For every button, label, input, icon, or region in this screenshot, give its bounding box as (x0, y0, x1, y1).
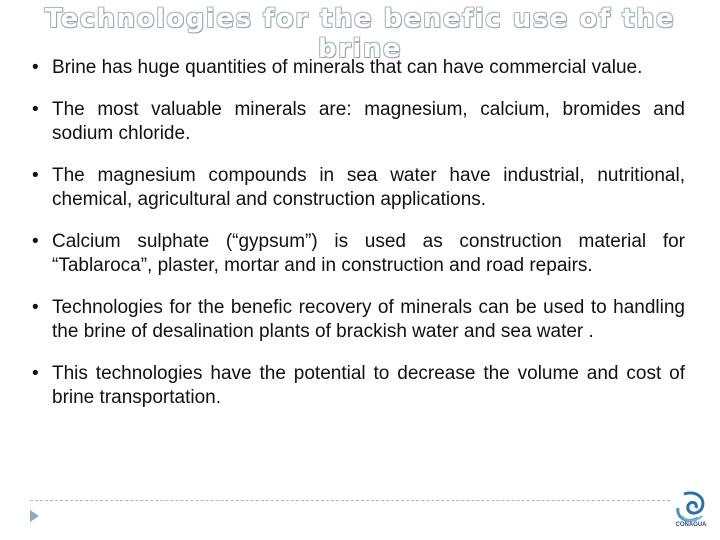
list-item (32, 98, 685, 146)
bullet-list (32, 56, 685, 428)
play-arrow-icon (30, 510, 39, 522)
slide-title: Technologies for the benefic use of the brine (44, 4, 676, 64)
list-item (32, 56, 685, 80)
bullet-icon: • (32, 165, 39, 186)
list-item (32, 164, 685, 212)
conagua-logo-icon (666, 488, 716, 536)
list-item (32, 296, 685, 344)
list-item (32, 230, 685, 278)
bullet-icon: • (32, 99, 39, 120)
bullet-text: Brine has huge quantities of minerals that can have commercial value. (52, 57, 643, 78)
bullet-text: Calcium sulphate (“gypsum”) is used as construction material for “Tablaroca”, plaster, mortar and in construction and road repairs. (52, 231, 685, 276)
bullet-text: Technologies for the benefic recovery of minerals can be used to handling the brine of desalination plants of brackish water and sea water . (52, 297, 685, 342)
footer-divider (30, 500, 670, 501)
list-item (32, 362, 685, 410)
bullet-icon: • (32, 231, 39, 252)
bullet-text: The most valuable minerals are: magnesium, calcium, bromides and sodium chloride. (52, 99, 685, 144)
bullet-icon: • (32, 363, 39, 384)
bullet-text: This technologies have the potential to decrease the volume and cost of brine transportation. (52, 363, 685, 408)
logo-text: CONAGUA (675, 522, 707, 528)
bullet-text: The magnesium compounds in sea water have industrial, nutritional, chemical, agricultural and construction applications. (52, 165, 685, 210)
bullet-icon: • (32, 297, 39, 318)
bullet-icon: • (32, 57, 39, 78)
